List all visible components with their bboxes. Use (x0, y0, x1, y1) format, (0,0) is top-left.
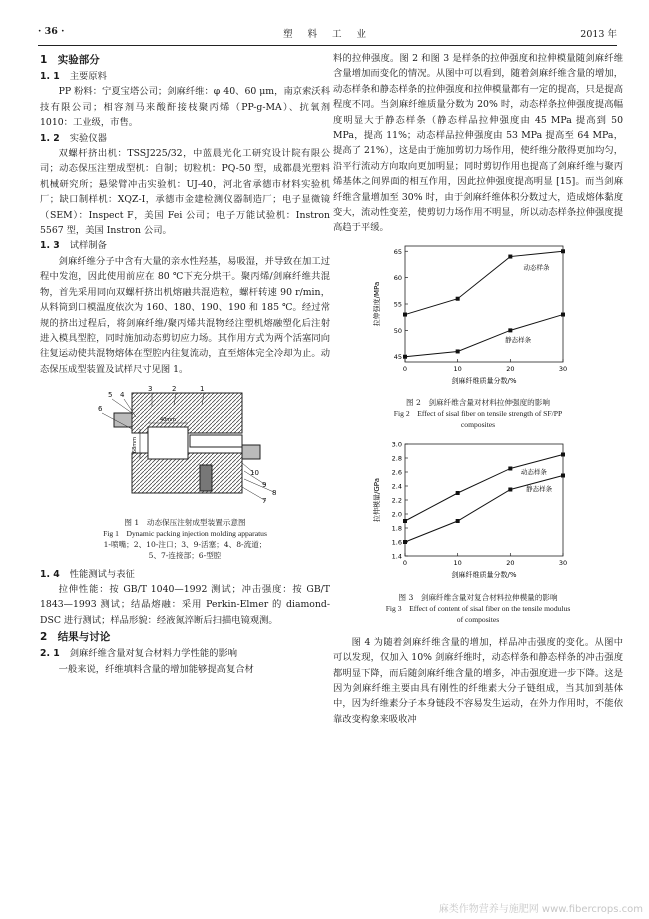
x-tick-label: 30 (558, 559, 568, 568)
y-tick-label: 50 (393, 326, 402, 335)
part-label-10: 10 (250, 469, 259, 478)
figure-2 (333, 240, 623, 430)
series-label-static: 静态样条 (505, 335, 532, 344)
series-label-static: 静态样条 (526, 485, 553, 494)
part-label-8: 8 (272, 489, 277, 498)
journal-name: 塑 料 工 业 (282, 29, 373, 40)
part-label-7: 7 (262, 497, 267, 506)
dim-width-label: 40mm (159, 417, 177, 424)
subsection-1-3-heading: 1. 3 试样制备 (40, 240, 107, 252)
data-point (508, 488, 512, 492)
y-tick-label: 1.8 (391, 524, 402, 533)
x-axis-label: 剑麻纤维质量分数/% (451, 376, 517, 385)
series-label-dynamic: 动态样条 (523, 263, 550, 272)
tensile-strength-chart (333, 240, 623, 392)
y-tick-label: 2.6 (391, 468, 402, 477)
data-point (456, 349, 460, 353)
data-point (561, 249, 565, 253)
x-tick-label: 10 (453, 364, 462, 373)
data-point (508, 328, 512, 332)
data-point (456, 519, 460, 523)
x-tick-label: 20 (506, 559, 515, 568)
left-column (40, 51, 330, 677)
paragraph-testing: 拉伸性能：按 GB/T 1040—1992 测试；冲击强度：按 GB/T 1843—1993 测试；结晶熔融：采用 Perkin-Elmer 的 diamond-DSC 进行测试；样品形貌：经液氮淬断后扫描电镜观测。 (40, 583, 330, 626)
figure-2-caption: 图 2 剑麻纤维含量对材料拉伸强度的影响 Fig 2 Effect of sisal fiber on tensile strength of SF/PP composites (393, 398, 563, 430)
data-point (456, 491, 460, 495)
nozzle (200, 465, 212, 491)
paragraph-sample-prep: 剑麻纤维分子中含有大量的亲水性羟基，易吸湿，并导致在加工过程中发泡，因此使用前应在 80 ℃下充分烘干。聚丙烯/剑麻纤维共混物，首先采用同向双螺杆挤出机熔融共混造粒，螺杆转速 90 r/min，从料筒到口模温度依次为 160、180、190、190 和 185 ℃。经过常规的挤出过程后，将剑麻纤维/聚丙烯共混物经注塑机熔融塑化后注射进入模具型腔，同时施加动态剪切应力场。其作用方式为两个活塞同向往复运动使共混物熔体在型腔内往复流动，直至熔体完全冷却为止。动态保压成型装置及试样尺寸见图 1。 (40, 255, 330, 375)
data-point (403, 355, 407, 359)
part-label-5: 5 (108, 391, 113, 400)
piston-left (114, 413, 132, 427)
y-tick-label: 2.8 (391, 454, 402, 463)
section-2-heading: 2 结果与讨论 (40, 631, 111, 644)
journal-year: 2013 年 (580, 29, 617, 40)
subsection-1-1-heading: 1. 1 主要原料 (40, 71, 107, 82)
runner-channel (190, 435, 242, 447)
y-tick-label: 55 (393, 300, 402, 309)
part-label-4: 4 (120, 391, 125, 400)
subsection-1-4-heading: 1. 4 性能测试与表征 (40, 568, 135, 580)
y-tick-label: 65 (393, 247, 402, 256)
subsection-2-1-heading: 2. 1 剑麻纤维含量对复合材料力学性能的影响 (40, 648, 238, 660)
paragraph-instruments: 双螺杆挤出机：TSSJ225/32，中蓝晨光化工研究设计院有限公司；动态保压注塑成型机：自制；切粒机：PQ-50 型，成都晨光塑料机械研究所；悬梁臂冲击实验机：UJ-40，河北省承德市材料实验机厂；缺口制样机：XQZ-I，承德市金建检测仪器制造厂；电子显微镜（SEM）：Inspect F，美国 Fei 公司；电子万能试验机：Instron 5567 型，美国 Instron 公司。 (40, 148, 330, 237)
part-label-9: 9 (262, 481, 267, 490)
figure-1-caption: 图 1 动态保压注射成型装置示意图 Fig 1 Dynamic packing injection molding apparatus 1-喷嘴；2、10-注口；3、9-活塞；4、8-流道； 5、7-连接部；6-型腔 (103, 517, 267, 560)
mold-cavity (148, 427, 188, 459)
part-label-6: 6 (98, 405, 103, 414)
x-tick-label: 30 (558, 364, 568, 373)
right-column (333, 51, 623, 727)
y-axis-label: 拉伸模量/GPa (373, 478, 381, 523)
subsection-1-2-heading: 1. 2 实验仪器 (40, 132, 107, 144)
header-rule (38, 45, 617, 46)
data-point (456, 297, 460, 301)
watermark: 麻类作物营养与施肥网 www.fibercrops.com (438, 904, 643, 915)
data-point (403, 540, 407, 544)
paragraph-results-start: 一般来说，纤维填料含量的增加能够提高复合材 (58, 663, 254, 675)
x-tick-label: 0 (402, 364, 408, 373)
y-tick-label: 3.0 (391, 440, 402, 449)
paragraph-tensile-discussion: 料的拉伸强度。图 2 和图 3 是样条的拉伸强度和拉伸模量随剑麻纤维含量增加而变化的情况。从图中可以看到，随着剑麻纤维含量的增加，动态样条和静态样条的拉伸强度和拉伸模量都有一定的提高，只是提高程度不同。当剑麻纤维质量分数为 20% 时，动态样条拉伸强度提高幅度明显大于静态样条（静态样品拉伸强度由 45 MPa 提高到 50 MPa，提高 11%；动态样品拉伸强度由 53 MPa 提高至 64 MPa，提高了 21%），这是由于施加剪切力场作用，使纤维分散得更加均匀，沿平行流动方向取向更加明显；同时剪切作用也提高了剑麻纤维与聚丙烯基体之间界面的相互作用，因此拉伸强度提高明显 [15]。而当剑麻纤维含量增加至 30% 时，由于剑麻纤维体积分数过大，造成熔体黏度变大，流动性变差，使剪切力场作用不明显，所以动态样条拉伸强度提高趋于平缓。 (333, 53, 623, 234)
data-point (508, 254, 512, 258)
data-point (561, 312, 565, 316)
section-1-heading: 1 实验部分 (40, 54, 100, 66)
data-point (508, 467, 512, 471)
data-point (403, 519, 407, 523)
data-point (561, 474, 565, 478)
y-axis-label: 拉伸强度/MPa (373, 281, 381, 327)
figure-1 (40, 383, 330, 560)
x-axis-label: 剑麻纤维质量分数/% (451, 571, 517, 580)
y-tick-label: 1.6 (391, 538, 402, 547)
data-point (403, 312, 407, 316)
paragraph-materials: PP 粉料：宁夏宝塔公司；剑麻纤维：φ 40、60 μm，南京索沃科技有限公司；相容剂马来酸酐接枝聚丙烯（PP-g-MA）、抗氧剂 1010：工业级，市售。 (40, 86, 330, 129)
series-line-static (405, 314, 563, 356)
y-tick-label: 2.4 (391, 482, 402, 491)
x-tick-label: 0 (402, 559, 408, 568)
part-label-2: 2 (172, 385, 177, 394)
y-tick-label: 60 (393, 274, 402, 283)
running-header (38, 26, 617, 42)
page-number: · 36 · (38, 26, 65, 37)
series-line-dynamic (405, 251, 563, 314)
figure-3 (333, 438, 623, 624)
dim-height-label: 68mm (132, 437, 138, 454)
series-label-dynamic: 动态样条 (520, 468, 547, 477)
x-tick-label: 10 (453, 559, 462, 568)
paragraph-impact-discussion: 图 4 为随着剑麻纤维含量的增加，样品冲击强度的变化。从图中可以发现，仅加入 10% 剑麻纤维时，动态样条和静态样条的冲击强度都明显下降，而后随剑麻纤维含量的增多，冲击强度进一步下降。这是因为剑麻纤维主要由具有刚性的纤维素大分子链组成，当其加到基体中，因为纤维素分子本身链段不容易发生运动，在外力作用时，不能依靠改变构象来吸收冲 (333, 636, 623, 725)
y-tick-label: 2.0 (391, 510, 402, 519)
y-tick-label: 2.2 (391, 496, 402, 505)
tensile-modulus-chart (333, 438, 623, 586)
apparatus-diagram (40, 383, 330, 511)
part-label-3: 3 (148, 385, 153, 394)
piston-right (242, 445, 260, 459)
y-tick-label: 1.4 (391, 552, 402, 561)
y-tick-label: 45 (393, 353, 402, 362)
data-point (561, 453, 565, 457)
figure-3-caption: 图 3 剑麻纤维含量对复合材料拉伸模量的影响 Fig 3 Effect of content of sisal fiber on the tensile modulus of composites (385, 592, 571, 624)
x-tick-label: 20 (506, 364, 515, 373)
part-label-1: 1 (200, 385, 205, 394)
